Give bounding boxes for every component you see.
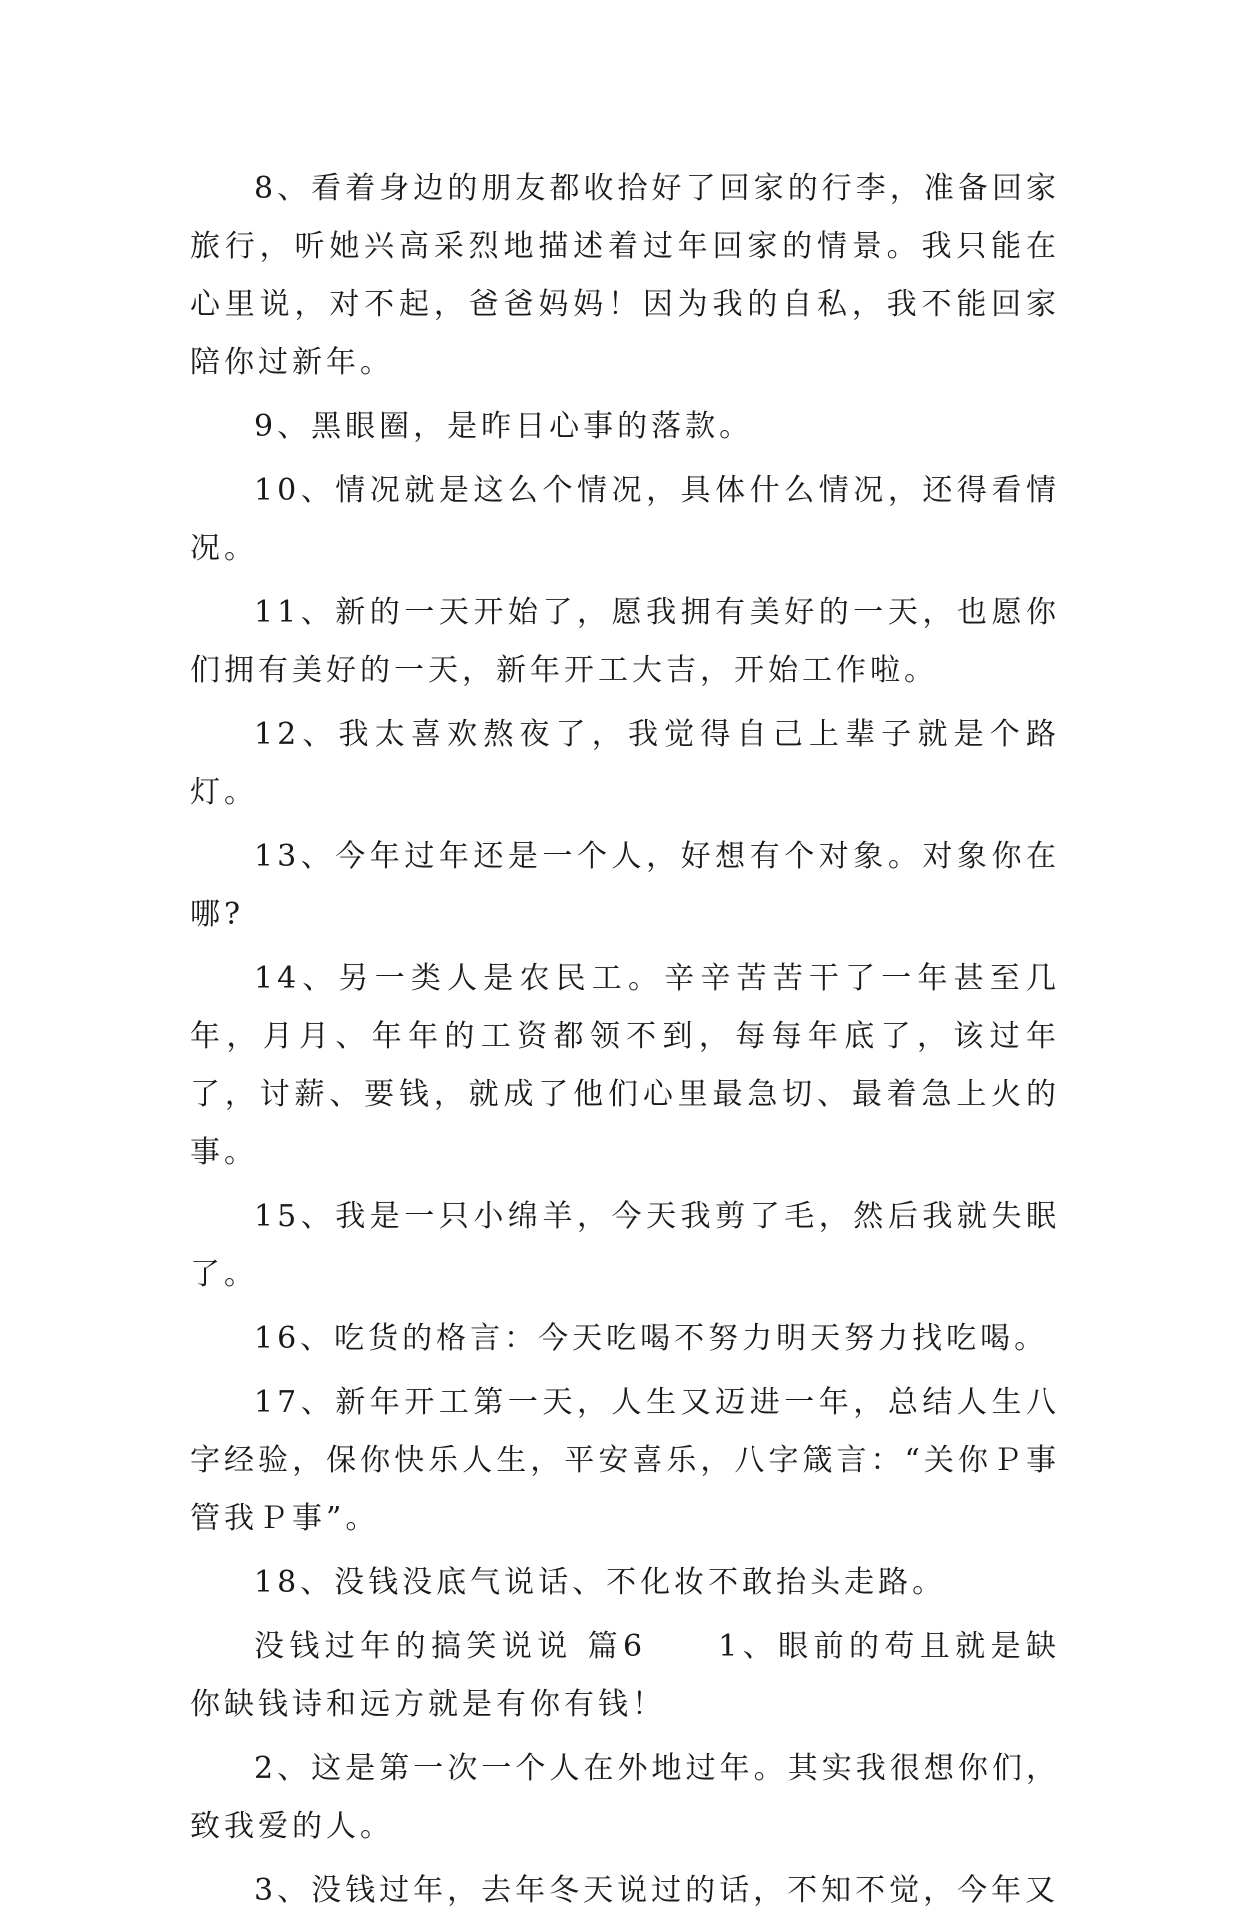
paragraph: 15、我是一只小绵羊，今天我剪了毛，然后我就失眠了。 bbox=[190, 1199, 1060, 1292]
paragraph: 8、看着身边的朋友都收拾好了回家的行李，准备回家旅行，听她兴高采烈地描述着过年回家的情景。我只能在心里说，对不起，爸爸妈妈！因为我的自私，我不能回家陪你过新年。 bbox=[190, 171, 1060, 380]
paragraph: 16、吃货的格言：今天吃喝不努力明天努力找吃喝。 bbox=[254, 1321, 1049, 1356]
paragraph: 18、没钱没底气说话、不化妆不敢抬头走路。 bbox=[254, 1565, 947, 1600]
paragraph: 3、没钱过年，去年冬天说过的话，不知不觉，今年又 bbox=[254, 1873, 1060, 1908]
paragraph: 17、新年开工第一天，人生又迈进一年，总结人生八字经验，保你快乐人生，平安喜乐，八字箴言：“关你Ｐ事管我Ｐ事”。 bbox=[190, 1385, 1060, 1536]
paragraph: 14、另一类人是农民工。辛辛苦苦干了一年甚至几年，月月、年年的工资都领不到，每每年底了，该过年了，讨薪、要钱，就成了他们心里最急切、最着急上火的事。 bbox=[190, 961, 1060, 1170]
paragraph: 11、新的一天开始了，愿我拥有美好的一天，也愿你们拥有美好的一天，新年开工大吉，开始工作啦。 bbox=[190, 595, 1060, 688]
paragraph: 10、情况就是这么个情况，具体什么情况，还得看情况。 bbox=[190, 473, 1060, 566]
paragraph: 2、这是第一次一个人在外地过年。其实我很想你们，致我爱的人。 bbox=[190, 1751, 1060, 1844]
paragraph: 13、今年过年还是一个人，好想有个对象。对象你在哪? bbox=[190, 839, 1060, 932]
paragraph: 12、我太喜欢熬夜了，我觉得自己上辈子就是个路灯。 bbox=[190, 717, 1060, 810]
section-heading-paragraph: 没钱过年的搞笑说说 篇6 1、眼前的苟且就是缺你缺钱诗和远方就是有你有钱！ bbox=[190, 1629, 1060, 1722]
document-body bbox=[190, 160, 1060, 1926]
paragraph: 9、黑眼圈，是昨日心事的落款。 bbox=[254, 409, 754, 444]
